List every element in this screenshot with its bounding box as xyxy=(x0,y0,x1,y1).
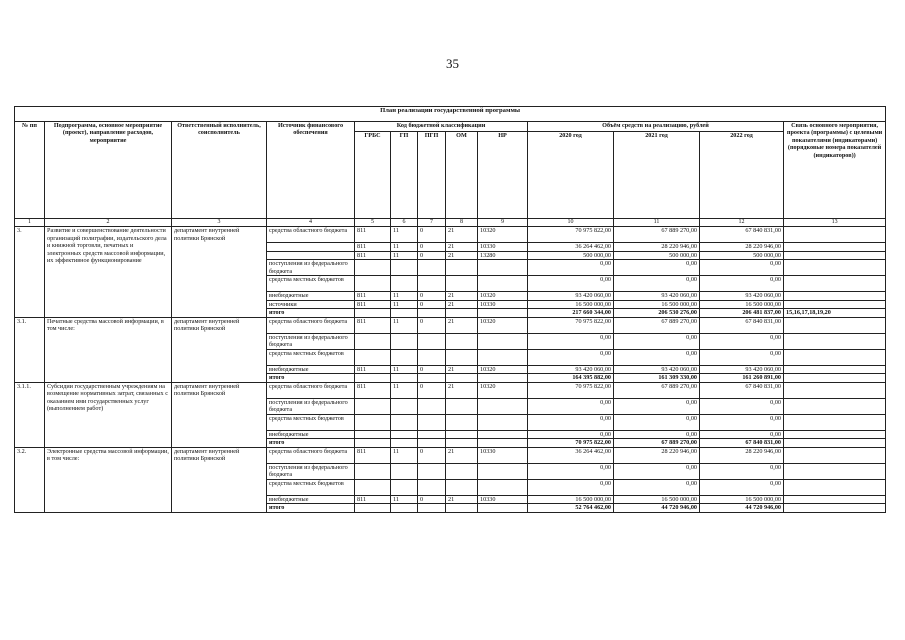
amount-2020: 70 975 822,00 xyxy=(528,382,614,398)
code-om xyxy=(446,260,478,276)
code-grbs xyxy=(355,349,391,365)
column-number: 10 xyxy=(528,219,614,227)
header-om: ОМ xyxy=(446,132,478,219)
indicator-link xyxy=(784,479,886,495)
code-pgp: 0 xyxy=(418,243,446,252)
code-om: 21 xyxy=(446,495,478,504)
header-source: Источник финансового обеспечения xyxy=(267,122,355,219)
code-pgp: 0 xyxy=(418,447,446,463)
code-pgp xyxy=(418,333,446,349)
code-pgp: 0 xyxy=(418,300,446,309)
amount-2022: 0,00 xyxy=(700,479,784,495)
funding-source xyxy=(267,243,355,252)
code-gp xyxy=(391,479,418,495)
header-link: Связь основного мероприятия, проекта (программы) с целевыми показателями (индикаторами) (порядковые номера показателей (индикаторов)) xyxy=(784,122,886,219)
code-grbs: 811 xyxy=(355,495,391,504)
amount-2020: 0,00 xyxy=(528,463,614,479)
amount-2020: 500 000,00 xyxy=(528,251,614,260)
amount-2022: 0,00 xyxy=(700,414,784,430)
funding-source xyxy=(267,251,355,260)
page-number: 35 xyxy=(446,56,459,71)
amount-2020: 36 264 462,00 xyxy=(528,243,614,252)
funding-source: средства областного бюджета xyxy=(267,317,355,333)
amount-2020: 0,00 xyxy=(528,398,614,414)
code-grbs xyxy=(355,309,391,318)
code-gp xyxy=(391,504,418,513)
code-pgp: 0 xyxy=(418,292,446,301)
code-pgp xyxy=(418,260,446,276)
indicator-link xyxy=(784,317,886,333)
code-om: 21 xyxy=(446,382,478,398)
code-grbs xyxy=(355,260,391,276)
indicator-link xyxy=(784,260,886,276)
code-gp: 11 xyxy=(391,382,418,398)
amount-2022: 67 840 831,00 xyxy=(700,439,784,448)
funding-source: поступления из федерального бюджета xyxy=(267,333,355,349)
amount-2022: 28 220 946,00 xyxy=(700,447,784,463)
code-grbs: 811 xyxy=(355,382,391,398)
column-numbers-row xyxy=(15,219,886,227)
section-name: Субсидии государственным учреждениям на возмещение нормативных затрат, связанных с оказанием ими государственных услуг (выполнением работ) xyxy=(45,382,172,447)
plan-table xyxy=(14,106,886,513)
indicator-link xyxy=(784,495,886,504)
table-row xyxy=(15,317,886,333)
code-om xyxy=(446,276,478,292)
code-grbs xyxy=(355,398,391,414)
code-pgp: 0 xyxy=(418,365,446,374)
code-om xyxy=(446,504,478,513)
code-grbs: 811 xyxy=(355,365,391,374)
code-np xyxy=(478,374,528,383)
code-pgp xyxy=(418,414,446,430)
amount-2022: 206 481 837,00 xyxy=(700,309,784,318)
plan-table-body xyxy=(15,107,886,513)
amount-2022: 0,00 xyxy=(700,349,784,365)
code-grbs: 811 xyxy=(355,292,391,301)
amount-2021: 206 530 276,00 xyxy=(614,309,700,318)
code-np xyxy=(478,430,528,439)
code-gp: 11 xyxy=(391,447,418,463)
indicator-link xyxy=(784,430,886,439)
code-gp xyxy=(391,349,418,365)
funding-source: средства областного бюджета xyxy=(267,447,355,463)
plan-table-frame xyxy=(14,106,885,582)
indicator-link xyxy=(784,251,886,260)
funding-source: средства местных бюджетов xyxy=(267,349,355,365)
code-np: 13280 xyxy=(478,251,528,260)
code-pgp xyxy=(418,463,446,479)
amount-2022: 0,00 xyxy=(700,333,784,349)
code-np xyxy=(478,333,528,349)
funding-source: поступления из федерального бюджета xyxy=(267,463,355,479)
code-om: 21 xyxy=(446,227,478,243)
funding-source: поступления из федерального бюджета xyxy=(267,398,355,414)
amount-2022: 500 000,00 xyxy=(700,251,784,260)
funding-source: источники xyxy=(267,300,355,309)
code-gp xyxy=(391,398,418,414)
code-pgp xyxy=(418,504,446,513)
code-gp xyxy=(391,463,418,479)
code-grbs xyxy=(355,479,391,495)
table-title: План реализации государственной программы xyxy=(15,107,886,122)
funding-source: средства местных бюджетов xyxy=(267,414,355,430)
amount-2021: 0,00 xyxy=(614,398,700,414)
amount-2020: 164 395 882,00 xyxy=(528,374,614,383)
amount-2020: 0,00 xyxy=(528,333,614,349)
amount-2022: 44 720 946,00 xyxy=(700,504,784,513)
amount-2021: 0,00 xyxy=(614,463,700,479)
code-np xyxy=(478,398,528,414)
code-gp: 11 xyxy=(391,317,418,333)
section-name: Электронные средства массовой информации, в том числе: xyxy=(45,447,172,512)
indicator-link xyxy=(784,504,886,513)
amount-2020: 52 764 462,00 xyxy=(528,504,614,513)
code-gp: 11 xyxy=(391,495,418,504)
amount-2022: 67 840 831,00 xyxy=(700,227,784,243)
indicator-link xyxy=(784,365,886,374)
code-gp: 11 xyxy=(391,251,418,260)
indicator-link xyxy=(784,227,886,243)
code-grbs xyxy=(355,430,391,439)
header-name: Подпрограмма, основное мероприятие (проект), направление расходов, мероприятие xyxy=(45,122,172,219)
amount-2020: 16 500 000,00 xyxy=(528,495,614,504)
funding-source: итого xyxy=(267,439,355,448)
column-number: 3 xyxy=(172,219,267,227)
amount-2022: 0,00 xyxy=(700,260,784,276)
code-gp: 11 xyxy=(391,227,418,243)
section-name: Развитие и совершенствование деятельности организаций полиграфии, издательского дела и книжной торговли, печатных и электронных средств массовой информации, их эффективное функционирование xyxy=(45,227,172,318)
code-gp xyxy=(391,439,418,448)
amount-2020: 16 500 000,00 xyxy=(528,300,614,309)
code-gp: 11 xyxy=(391,300,418,309)
table-row xyxy=(15,447,886,463)
amount-2020: 0,00 xyxy=(528,260,614,276)
amount-2020: 70 975 822,00 xyxy=(528,439,614,448)
header-2022: 2022 год xyxy=(700,132,784,219)
amount-2022: 67 840 831,00 xyxy=(700,382,784,398)
indicator-link xyxy=(784,447,886,463)
code-om xyxy=(446,333,478,349)
indicator-link xyxy=(784,398,886,414)
code-np xyxy=(478,504,528,513)
amount-2022: 0,00 xyxy=(700,430,784,439)
section-number: 3.1. xyxy=(15,317,45,382)
funding-source: итого xyxy=(267,374,355,383)
section-responsible: департамент внутренней политики Брянской xyxy=(172,227,267,318)
indicator-link: 15,16,17,18,19,20 xyxy=(784,309,886,318)
column-number: 7 xyxy=(418,219,446,227)
code-pgp xyxy=(418,349,446,365)
amount-2021: 0,00 xyxy=(614,260,700,276)
indicator-link xyxy=(784,382,886,398)
code-grbs: 811 xyxy=(355,243,391,252)
code-om: 21 xyxy=(446,317,478,333)
section-responsible: департамент внутренней политики Брянской xyxy=(172,447,267,512)
header-pgp: ПГП xyxy=(418,132,446,219)
amount-2021: 67 889 270,00 xyxy=(614,382,700,398)
code-om: 21 xyxy=(446,365,478,374)
code-np: 10320 xyxy=(478,382,528,398)
header-2020: 2020 год xyxy=(528,132,614,219)
amount-2021: 161 309 330,00 xyxy=(614,374,700,383)
amount-2021: 0,00 xyxy=(614,333,700,349)
header-np: НР xyxy=(478,132,528,219)
amount-2022: 28 220 946,00 xyxy=(700,243,784,252)
amount-2021: 0,00 xyxy=(614,414,700,430)
column-number: 6 xyxy=(391,219,418,227)
code-grbs xyxy=(355,276,391,292)
code-grbs xyxy=(355,439,391,448)
code-pgp xyxy=(418,398,446,414)
amount-2020: 0,00 xyxy=(528,414,614,430)
code-np: 10330 xyxy=(478,243,528,252)
code-gp xyxy=(391,374,418,383)
code-grbs: 811 xyxy=(355,447,391,463)
header-responsible: Ответственный исполнитель, соисполнитель xyxy=(172,122,267,219)
code-pgp xyxy=(418,430,446,439)
code-pgp: 0 xyxy=(418,317,446,333)
amount-2022: 16 500 000,00 xyxy=(700,495,784,504)
indicator-link xyxy=(784,414,886,430)
amount-2020: 0,00 xyxy=(528,276,614,292)
code-pgp xyxy=(418,276,446,292)
code-om: 21 xyxy=(446,243,478,252)
amount-2021: 16 500 000,00 xyxy=(614,495,700,504)
code-om: 21 xyxy=(446,447,478,463)
code-pgp xyxy=(418,374,446,383)
code-gp xyxy=(391,260,418,276)
indicator-link xyxy=(784,300,886,309)
code-np: 10320 xyxy=(478,227,528,243)
amount-2021: 0,00 xyxy=(614,349,700,365)
code-gp xyxy=(391,333,418,349)
funding-source: внебюджетные xyxy=(267,430,355,439)
amount-2021: 0,00 xyxy=(614,276,700,292)
section-number: 3.1.1. xyxy=(15,382,45,447)
amount-2022: 0,00 xyxy=(700,276,784,292)
amount-2021: 93 420 060,00 xyxy=(614,365,700,374)
column-number: 1 xyxy=(15,219,45,227)
code-gp xyxy=(391,309,418,318)
code-gp xyxy=(391,430,418,439)
code-np xyxy=(478,349,528,365)
amount-2021: 44 720 946,00 xyxy=(614,504,700,513)
section-name: Печатные средства массовой информации, в том числе: xyxy=(45,317,172,382)
amount-2021: 67 889 270,00 xyxy=(614,317,700,333)
funding-source: поступления из федерального бюджета xyxy=(267,260,355,276)
funding-source: итого xyxy=(267,504,355,513)
amount-2021: 67 889 270,00 xyxy=(614,227,700,243)
column-number: 2 xyxy=(45,219,172,227)
header-gp: ГП xyxy=(391,132,418,219)
code-np: 10330 xyxy=(478,300,528,309)
column-number: 12 xyxy=(700,219,784,227)
amount-2022: 67 840 831,00 xyxy=(700,317,784,333)
amount-2021: 28 220 946,00 xyxy=(614,243,700,252)
amount-2021: 67 889 270,00 xyxy=(614,439,700,448)
amount-2020: 0,00 xyxy=(528,479,614,495)
amount-2021: 500 000,00 xyxy=(614,251,700,260)
amount-2022: 0,00 xyxy=(700,398,784,414)
amount-2021: 16 500 000,00 xyxy=(614,300,700,309)
code-om: 21 xyxy=(446,251,478,260)
funding-source: средства местных бюджетов xyxy=(267,276,355,292)
code-gp: 11 xyxy=(391,365,418,374)
code-om xyxy=(446,439,478,448)
code-om xyxy=(446,374,478,383)
code-np: 10330 xyxy=(478,447,528,463)
funding-source: средства областного бюджета xyxy=(267,227,355,243)
column-number: 9 xyxy=(478,219,528,227)
amount-2022: 16 500 000,00 xyxy=(700,300,784,309)
code-grbs xyxy=(355,333,391,349)
indicator-link xyxy=(784,463,886,479)
amount-2022: 93 420 060,00 xyxy=(700,365,784,374)
code-pgp: 0 xyxy=(418,227,446,243)
code-gp: 11 xyxy=(391,292,418,301)
code-om xyxy=(446,479,478,495)
code-np xyxy=(478,414,528,430)
funding-source: внебюджетные xyxy=(267,292,355,301)
table-row xyxy=(15,227,886,243)
code-om xyxy=(446,463,478,479)
code-grbs: 811 xyxy=(355,300,391,309)
code-np: 10320 xyxy=(478,365,528,374)
column-number: 4 xyxy=(267,219,355,227)
amount-2021: 0,00 xyxy=(614,479,700,495)
code-np xyxy=(478,463,528,479)
code-np xyxy=(478,260,528,276)
header-grbs: ГРБС xyxy=(355,132,391,219)
code-pgp xyxy=(418,309,446,318)
column-number: 5 xyxy=(355,219,391,227)
code-om xyxy=(446,349,478,365)
section-number: 3. xyxy=(15,227,45,318)
code-grbs: 811 xyxy=(355,317,391,333)
code-grbs: 811 xyxy=(355,227,391,243)
amount-2020: 0,00 xyxy=(528,349,614,365)
amount-2020: 0,00 xyxy=(528,430,614,439)
amount-2021: 93 420 060,00 xyxy=(614,292,700,301)
funding-source: внебюджетные xyxy=(267,495,355,504)
code-pgp: 0 xyxy=(418,495,446,504)
code-pgp: 0 xyxy=(418,251,446,260)
section-responsible: департамент внутренней политики Брянской xyxy=(172,382,267,447)
code-grbs xyxy=(355,504,391,513)
indicator-link xyxy=(784,276,886,292)
code-om xyxy=(446,430,478,439)
column-number: 13 xyxy=(784,219,886,227)
amount-2020: 217 660 344,00 xyxy=(528,309,614,318)
amount-2022: 0,00 xyxy=(700,463,784,479)
code-np: 10320 xyxy=(478,317,528,333)
section-number: 3.2. xyxy=(15,447,45,512)
indicator-link xyxy=(784,292,886,301)
code-np: 10320 xyxy=(478,292,528,301)
section-responsible: департамент внутренней политики Брянской xyxy=(172,317,267,382)
code-om xyxy=(446,309,478,318)
amount-2022: 161 260 891,00 xyxy=(700,374,784,383)
code-om: 21 xyxy=(446,292,478,301)
code-np xyxy=(478,276,528,292)
code-pgp: 0 xyxy=(418,382,446,398)
indicator-link xyxy=(784,349,886,365)
funding-source: средства областного бюджета xyxy=(267,382,355,398)
code-np: 10330 xyxy=(478,495,528,504)
code-pgp xyxy=(418,479,446,495)
code-om xyxy=(446,398,478,414)
code-np xyxy=(478,479,528,495)
funding-source: итого xyxy=(267,309,355,318)
amount-2021: 0,00 xyxy=(614,430,700,439)
code-om: 21 xyxy=(446,300,478,309)
amount-2020: 93 420 060,00 xyxy=(528,365,614,374)
code-om xyxy=(446,414,478,430)
code-grbs: 811 xyxy=(355,251,391,260)
funding-source: внебюджетные xyxy=(267,365,355,374)
header-budget-code: Код бюджетной классификации xyxy=(355,122,528,132)
table-row xyxy=(15,382,886,398)
code-np xyxy=(478,309,528,318)
indicator-link xyxy=(784,374,886,383)
header-volume: Объём средств на реализацию, рублей xyxy=(528,122,784,132)
amount-2020: 70 975 822,00 xyxy=(528,227,614,243)
amount-2020: 36 264 462,00 xyxy=(528,447,614,463)
code-pgp xyxy=(418,439,446,448)
amount-2020: 70 975 822,00 xyxy=(528,317,614,333)
code-gp xyxy=(391,414,418,430)
indicator-link xyxy=(784,439,886,448)
header-2021: 2021 год xyxy=(614,132,700,219)
amount-2021: 28 220 946,00 xyxy=(614,447,700,463)
funding-source: средства местных бюджетов xyxy=(267,479,355,495)
code-gp: 11 xyxy=(391,243,418,252)
header-num: № пп xyxy=(15,122,45,219)
code-grbs xyxy=(355,374,391,383)
column-number: 11 xyxy=(614,219,700,227)
amount-2022: 93 420 060,00 xyxy=(700,292,784,301)
code-grbs xyxy=(355,414,391,430)
amount-2020: 93 420 060,00 xyxy=(528,292,614,301)
indicator-link xyxy=(784,243,886,252)
code-np xyxy=(478,439,528,448)
code-gp xyxy=(391,276,418,292)
indicator-link xyxy=(784,333,886,349)
column-number: 8 xyxy=(446,219,478,227)
code-grbs xyxy=(355,463,391,479)
